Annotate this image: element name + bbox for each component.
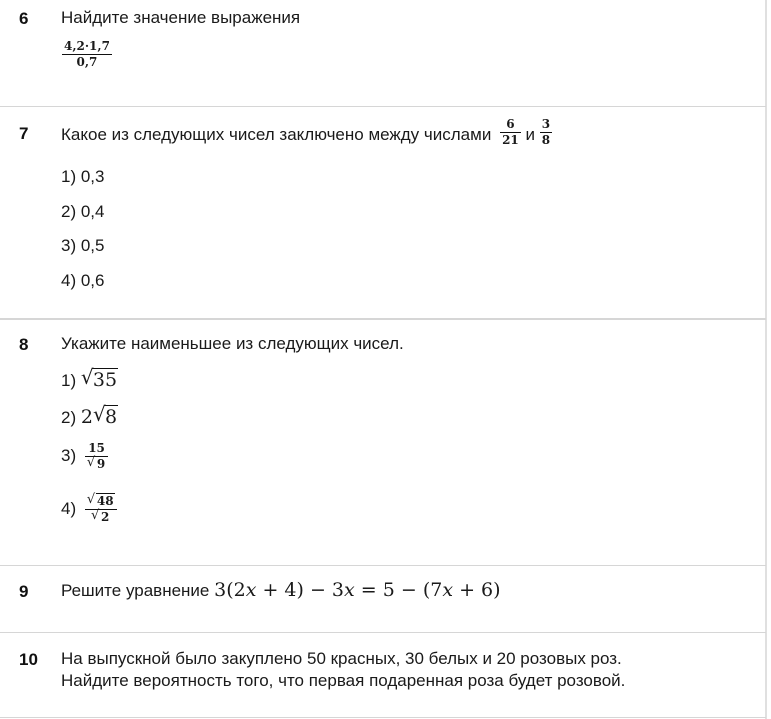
fraction-3-8 bbox=[540, 118, 552, 147]
option-label: 3) bbox=[61, 445, 77, 465]
option-label: 1) bbox=[61, 371, 77, 390]
fraction-denominator: 8 bbox=[541, 133, 551, 148]
option-label: 4) bbox=[61, 498, 77, 518]
divider bbox=[0, 632, 766, 633]
task-text-line: На выпускной было закуплено 50 красных, 30 белых и 20 розовых роз. bbox=[61, 649, 622, 668]
fraction-denominator: 21 bbox=[502, 133, 519, 148]
answer-option bbox=[61, 442, 108, 471]
square-root: √ 35 bbox=[80, 365, 118, 391]
fraction-denominator bbox=[85, 457, 108, 471]
fraction-denominator: 0,7 bbox=[76, 55, 98, 69]
task-text: Какое из следующих чисел заключено между числами bbox=[61, 125, 492, 144]
square-root: √ 2 bbox=[91, 508, 110, 524]
right-border bbox=[765, 0, 767, 719]
fraction-numerator bbox=[85, 492, 117, 510]
divider bbox=[0, 717, 766, 718]
square-root: √ 48 bbox=[86, 492, 114, 508]
answer-option bbox=[61, 365, 118, 391]
task-question bbox=[61, 117, 552, 148]
task-number: 7 bbox=[19, 124, 29, 143]
fraction-numerator: 6 bbox=[500, 118, 521, 133]
fraction-numerator: 15 bbox=[85, 442, 108, 457]
task-question bbox=[61, 579, 501, 602]
expression-fraction bbox=[62, 40, 112, 69]
equation: 3(2x + 4) − 3x = 5 − (7x + 6) bbox=[214, 579, 501, 601]
divider bbox=[0, 318, 766, 320]
coefficient: 2 bbox=[80, 406, 93, 428]
answer-option: 3) 0,5 bbox=[61, 236, 105, 255]
fraction bbox=[85, 492, 117, 524]
fraction-numerator: 4,2·1,7 bbox=[64, 39, 110, 53]
task-text: Решите уравнение bbox=[61, 581, 210, 600]
conjunction: и bbox=[525, 125, 535, 144]
square-root: √ 8 bbox=[92, 402, 118, 428]
radicand: 48 bbox=[96, 494, 114, 508]
fraction-denominator bbox=[85, 510, 117, 524]
radicand: 9 bbox=[96, 457, 106, 471]
fraction-numerator: 3 bbox=[541, 117, 551, 132]
task-text-line: Найдите вероятность того, что первая подаренная роза будет розовой. bbox=[61, 671, 626, 690]
option-label: 2) bbox=[61, 408, 77, 427]
answer-option: 4) 0,6 bbox=[61, 271, 105, 290]
answer-option: 1) 0,3 bbox=[61, 167, 105, 186]
radicand: 35 bbox=[92, 369, 118, 391]
answer-option: 2) 0,4 bbox=[61, 202, 105, 221]
task-number: 8 bbox=[19, 335, 29, 354]
fraction-6-21 bbox=[500, 118, 521, 147]
task-text: Укажите наименьшее из следующих чисел. bbox=[61, 334, 404, 353]
answer-option bbox=[61, 402, 118, 428]
fraction bbox=[85, 442, 108, 471]
divider bbox=[0, 106, 766, 107]
divider bbox=[0, 565, 766, 566]
square-root: √ 9 bbox=[86, 455, 106, 471]
task-number: 10 bbox=[19, 650, 38, 669]
radicand: 8 bbox=[104, 406, 118, 428]
task-number: 9 bbox=[19, 582, 29, 601]
task-text: Найдите значение выражения bbox=[61, 8, 301, 27]
answer-option bbox=[61, 492, 117, 524]
radicand: 2 bbox=[101, 510, 110, 524]
task-number: 6 bbox=[19, 9, 29, 28]
